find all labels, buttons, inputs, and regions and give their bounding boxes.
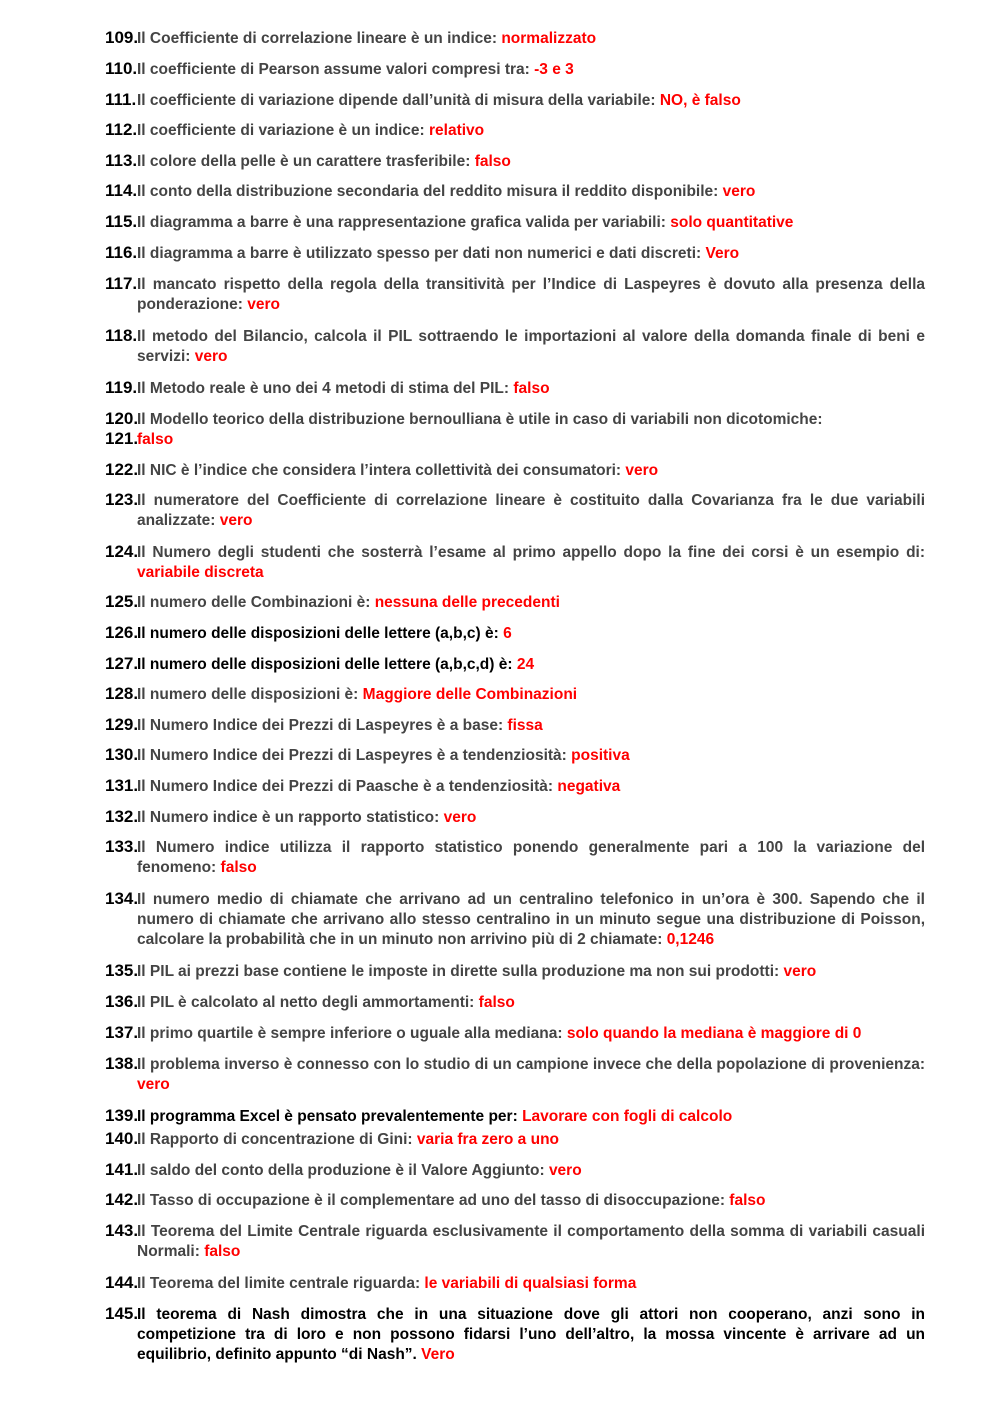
answer-text: positiva <box>571 747 630 764</box>
list-item <box>105 410 925 430</box>
item-number: 128. <box>105 684 139 703</box>
question-text: Il PIL è calcolato al netto degli ammortamenti: <box>137 994 479 1011</box>
question-text: Il problema inverso è connesso con lo studio di un campione invece che della popolazione di provenienza: <box>137 1056 925 1073</box>
question-text: Il coefficiente di variazione dipende dall’unità di misura della variabile: <box>137 92 660 109</box>
list-item <box>105 491 925 531</box>
answer-text: vero <box>783 963 817 980</box>
list-item <box>105 962 925 982</box>
list-item <box>105 91 925 111</box>
list-item <box>105 461 925 481</box>
list-item <box>105 890 925 950</box>
item-number: 125. <box>105 592 139 611</box>
item-number: 113. <box>105 151 138 170</box>
question-text: Il diagramma a barre è utilizzato spesso per dati non numerici e dati discreti: <box>137 245 706 262</box>
item-number: 119. <box>105 378 138 397</box>
question-text: Il numero delle disposizioni delle lettere (a,b,c) è: <box>137 625 504 642</box>
answer-text: falso <box>729 1192 766 1209</box>
answer-text: varia fra zero a uno <box>416 1131 560 1148</box>
item-number: 117. <box>105 274 138 293</box>
item-number: 114. <box>105 181 138 200</box>
answer-text: Vero <box>421 1346 455 1363</box>
list-item <box>105 244 925 264</box>
item-number: 112. <box>105 120 138 139</box>
list-item <box>105 543 925 583</box>
list-item <box>105 716 925 736</box>
list-item <box>105 1161 925 1181</box>
list-item <box>105 1055 925 1095</box>
question-text: Il colore della pelle è un carattere trasferibile: <box>137 153 475 170</box>
list-item <box>105 993 925 1013</box>
list-item <box>105 379 925 399</box>
list-item <box>105 430 925 450</box>
list-item <box>105 808 925 828</box>
item-number: 129. <box>105 715 139 734</box>
answer-text: variabile discreta <box>137 564 264 581</box>
item-number: 132. <box>105 807 139 826</box>
answer-text: falso <box>474 153 511 170</box>
question-text: Il diagramma a barre è una rappresentazione grafica valida per variabili: <box>137 214 671 231</box>
item-number: 137. <box>105 1023 139 1042</box>
item-number: 121. <box>105 429 139 448</box>
answer-text: falso <box>137 431 174 448</box>
question-text: Il Teorema del limite centrale riguarda: <box>137 1275 425 1292</box>
answer-text: vero <box>443 809 477 826</box>
question-text: Il Rapporto di concentrazione di Gini: <box>137 1131 417 1148</box>
item-number: 134. <box>105 889 139 908</box>
list-item <box>105 275 925 315</box>
question-text: Il Numero Indice dei Prezzi di Laspeyres è a base: <box>137 717 508 734</box>
list-item <box>105 746 925 766</box>
question-text: Il Numero degli studenti che sosterrà l’esame al primo appello dopo la fine dei corsi è un esempio di: <box>137 544 925 561</box>
item-number: 140. <box>105 1129 139 1148</box>
item-number: 141. <box>105 1160 139 1179</box>
list-item <box>105 685 925 705</box>
question-text: Il metodo del Bilancio, calcola il PIL sottraendo le importazioni al valore della domanda finale di beni e servizi: <box>137 328 925 365</box>
item-number: 111. <box>105 90 137 109</box>
item-number: 136. <box>105 992 139 1011</box>
answer-text: fissa <box>507 717 543 734</box>
answer-text: Vero <box>705 245 740 262</box>
list-item <box>105 60 925 80</box>
answer-text: 0,1246 <box>666 931 715 948</box>
answer-text: falso <box>478 994 515 1011</box>
question-text: Il saldo del conto della produzione è il Valore Aggiunto: <box>137 1162 549 1179</box>
question-text: Il Teorema del Limite Centrale riguarda esclusivamente il comportamento della somma di variabili casuali Normali: <box>137 1223 925 1260</box>
question-text: Il numero delle disposizioni delle lettere (a,b,c,d) è: <box>137 656 517 673</box>
item-number: 126. <box>105 623 139 642</box>
question-text: Il Tasso di occupazione è il complementare ad uno del tasso di disoccupazione: <box>137 1192 730 1209</box>
list-item <box>105 182 925 202</box>
answer-text: vero <box>722 183 756 200</box>
list-item <box>105 152 925 172</box>
item-number: 118. <box>105 326 138 345</box>
item-number: 133. <box>105 837 139 856</box>
answer-text: 24 <box>516 656 535 673</box>
item-number: 110. <box>105 59 138 78</box>
item-number: 142. <box>105 1190 139 1209</box>
item-number: 115. <box>105 212 138 231</box>
question-text: Il numero delle Combinazioni è: <box>137 594 375 611</box>
question-text: Il PIL ai prezzi base contiene le imposte in dirette sulla produzione ma non sui prodotti: <box>137 963 784 980</box>
list-item <box>105 121 925 141</box>
list-item <box>105 777 925 797</box>
item-number: 124. <box>105 542 139 561</box>
item-number: 143. <box>105 1221 139 1240</box>
answer-text: Maggiore delle Combinazioni <box>362 686 578 703</box>
item-number: 130. <box>105 745 139 764</box>
list-item <box>105 1107 925 1127</box>
item-number: 127. <box>105 654 139 673</box>
list-item <box>105 1222 925 1262</box>
list-item <box>105 1305 925 1365</box>
list-item <box>105 838 925 878</box>
question-text: Il primo quartile è sempre inferiore o uguale alla mediana: <box>137 1025 567 1042</box>
answer-text: le variabili di qualsiasi forma <box>424 1275 637 1292</box>
item-number: 139. <box>105 1106 139 1125</box>
question-text: Il programma Excel è pensato prevalentemente per: <box>137 1108 523 1125</box>
answer-text: negativa <box>557 778 621 795</box>
list-item <box>105 624 925 644</box>
question-text: Il numero delle disposizioni è: <box>137 686 363 703</box>
question-text: Il coefficiente di variazione è un indice: <box>137 122 429 139</box>
list-item <box>105 593 925 613</box>
question-text: Il Modello teorico della distribuzione bernoulliana è utile in caso di variabili non dicotomiche: <box>137 411 823 428</box>
question-text: Il Numero Indice dei Prezzi di Laspeyres è a tendenziosità: <box>137 747 572 764</box>
item-number: 138. <box>105 1054 139 1073</box>
question-text: Il Numero indice utilizza il rapporto statistico ponendo generalmente pari a 100 la variazione del fenomeno: <box>137 839 925 876</box>
answer-text: 6 <box>503 625 512 642</box>
question-text: Il coefficiente di Pearson assume valori compresi tra: <box>137 61 535 78</box>
answer-text: -3 e 3 <box>534 61 574 78</box>
answer-text: vero <box>137 1076 170 1093</box>
answer-text: falso <box>513 380 550 397</box>
answer-text: vero <box>548 1162 582 1179</box>
list-item <box>105 213 925 233</box>
answer-text: relativo <box>429 122 485 139</box>
answer-text: vero <box>247 296 280 313</box>
list-item <box>105 1024 925 1044</box>
item-number: 120. <box>105 409 139 428</box>
question-text: Il Coefficiente di correlazione lineare è un indice: <box>137 30 502 47</box>
question-text: Il conto della distribuzione secondaria del reddito misura il reddito disponibile: <box>137 183 723 200</box>
list-item <box>105 655 925 675</box>
question-text: Il Numero Indice dei Prezzi di Paasche è a tendenziosità: <box>137 778 558 795</box>
answer-text: vero <box>219 512 253 529</box>
list-item <box>105 29 925 49</box>
item-number: 145. <box>105 1304 139 1323</box>
item-number: 135. <box>105 961 139 980</box>
question-text: Il numero medio di chiamate che arrivano ad un centralino telefonico in un’ora è 300. Sapendo che il numero di chiamate che arrivano allo stesso centralino in un minuto segue una distribuzione di Poisson, calcolare la probabilità che in un minuto non arrivino più di 2 chiamate: <box>137 891 925 948</box>
answer-text: normalizzato <box>501 30 597 47</box>
item-number: 144. <box>105 1273 139 1292</box>
answer-text: solo quando la mediana è maggiore di 0 <box>566 1025 862 1042</box>
answer-text: falso <box>220 859 257 876</box>
question-text: Il teorema di Nash dimostra che in una situazione dove gli attori non cooperano, anzi sono in competizione tra di loro e non possono fidarsi l’uno dell’altro, la mossa vincente è arrivare ad un equilibrio, definito appunto “di Nash”. <box>137 1306 925 1363</box>
answer-text: solo quantitative <box>670 214 794 231</box>
answer-text: vero <box>625 462 659 479</box>
list-item <box>105 1191 925 1211</box>
list-item <box>105 1274 925 1294</box>
answer-text: nessuna delle precedenti <box>374 594 560 611</box>
answer-text: vero <box>194 348 228 365</box>
answer-text: falso <box>204 1243 241 1260</box>
question-text: Il NIC è l’indice che considera l’intera collettività dei consumatori: <box>137 462 626 479</box>
question-text: Il numeratore del Coefficiente di correlazione lineare è costituito dalla Covarianza fra le due variabili analizzate: <box>137 492 925 529</box>
question-text: Il Metodo reale è uno dei 4 metodi di stima del PIL: <box>137 380 514 397</box>
item-number: 116. <box>105 243 138 262</box>
item-number: 131. <box>105 776 139 795</box>
question-text: Il mancato rispetto della regola della transitività per l’Indice di Laspeyres è dovuto alla presenza della ponderazione: <box>137 276 925 313</box>
question-text: Il Numero indice è un rapporto statistico: <box>137 809 444 826</box>
answer-text: NO, è falso <box>659 92 741 109</box>
item-number: 123. <box>105 490 139 509</box>
answer-text: Lavorare con fogli di calcolo <box>522 1108 733 1125</box>
item-number: 122. <box>105 460 139 479</box>
list-item <box>105 1130 925 1150</box>
list-item <box>105 327 925 367</box>
item-number: 109. <box>105 28 139 47</box>
